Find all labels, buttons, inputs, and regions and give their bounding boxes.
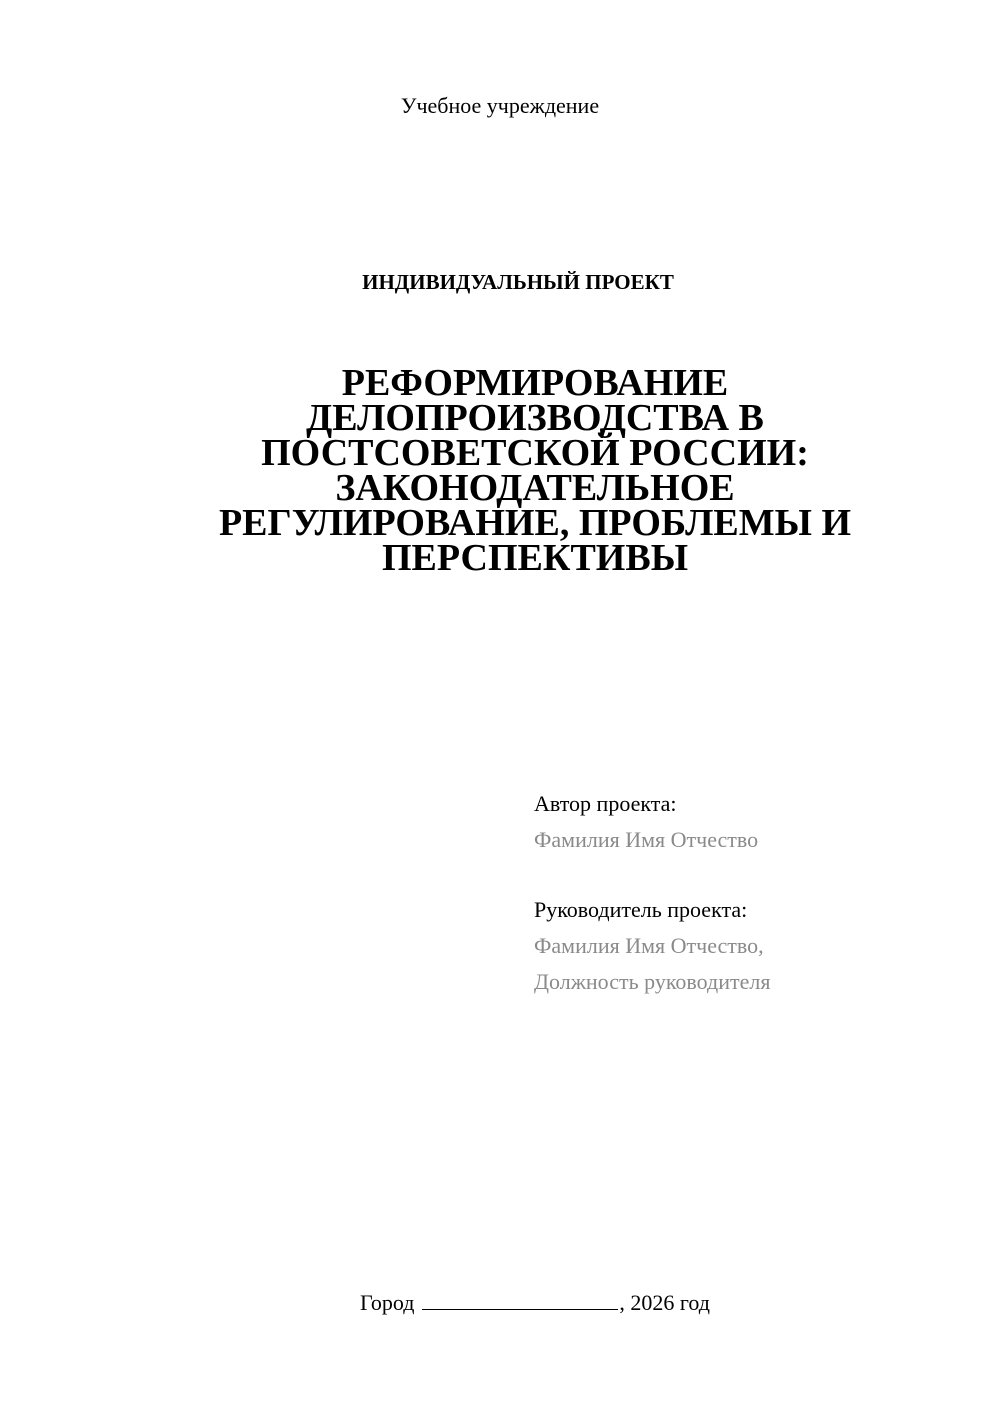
supervisor-name-placeholder: Фамилия Имя Отчество, <box>534 933 764 958</box>
project-title-line: ПОСТСОВЕТСКОЙ РОССИИ: <box>261 432 809 474</box>
institution-name: Учебное учреждение <box>400 93 600 118</box>
project-title-line: РЕФОРМИРОВАНИЕ <box>341 362 729 404</box>
project-title-line: ДЕЛОПРОИЗВОДСТВА В <box>306 397 764 439</box>
document-type-heading: ИНДИВИДУАЛЬНЫЙ ПРОЕКТ <box>362 270 674 294</box>
supervisor-position-placeholder: Должность руководителя <box>534 969 771 994</box>
year-text: , 2026 год <box>619 1290 710 1315</box>
project-title-line: ПЕРСПЕКТИВЫ <box>381 537 689 579</box>
project-title-line: РЕГУЛИРОВАНИЕ, ПРОБЛЕМЫ И <box>218 502 852 544</box>
city-label: Город <box>360 1290 415 1315</box>
supervisor-label: Руководитель проекта: <box>534 897 748 922</box>
project-title-line: ЗАКОНОДАТЕЛЬНОЕ <box>335 467 735 509</box>
author-block <box>534 786 954 858</box>
author-name-placeholder: Фамилия Имя Отчество <box>534 827 759 852</box>
city-blank-line <box>422 1287 618 1310</box>
project-title <box>170 362 900 579</box>
city-year-line <box>0 1287 1000 1318</box>
supervisor-block <box>534 892 954 1000</box>
author-label: Автор проекта: <box>534 791 677 816</box>
